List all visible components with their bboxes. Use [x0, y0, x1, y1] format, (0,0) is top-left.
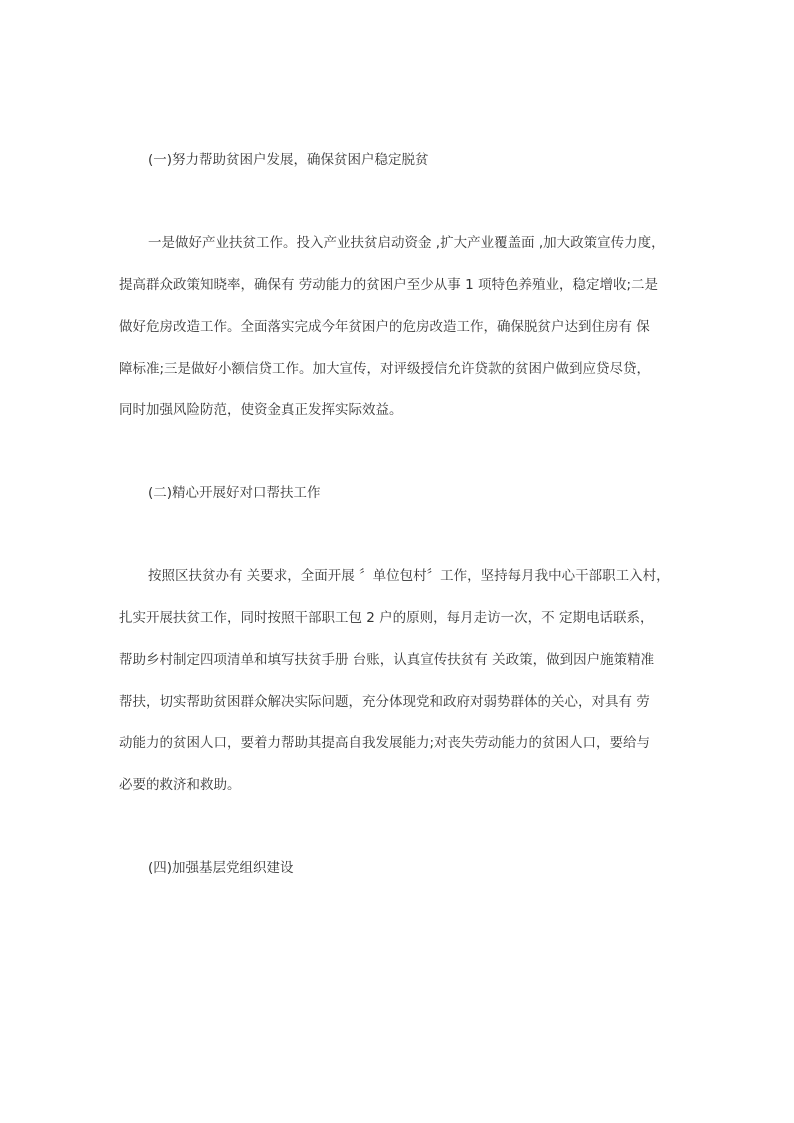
paragraph-line: 提高群众政策知晓率，确保有 劳动能力的贫困户至少从事 1 项特色养殖业，稳定增收;二是: [119, 277, 659, 293]
paragraph-line: 必要的救济和救助。: [119, 777, 241, 793]
paragraph-line: 做好危房改造工作。全面落实完成今年贫困户的危房改造工作，确保脱贫户达到住房有 保: [119, 319, 650, 335]
section-heading-1: (一)努力帮助贫困户发展，确保贫困户稳定脱贫: [148, 152, 429, 168]
paragraph-line: 同时加强风险防范，使资金真正发挥实际效益。: [119, 402, 403, 418]
paragraph-line: 一是做好产业扶贫工作。投入产业扶贫启动资金 ,扩大产业覆盖面 ,加大政策宣传力度，: [148, 235, 665, 251]
paragraph-line: 帮助乡村制定四项清单和填写扶贫手册 台账，认真宣传扶贫有 关政策，做到因户施策精准: [119, 652, 655, 668]
section-heading-2: (二)精心开展好对口帮扶工作: [148, 485, 321, 501]
paragraph-line: 障标准;三是做好小额信贷工作。加大宣传，对评级授信允许贷款的贫困户做到应贷尽贷，: [119, 361, 651, 377]
paragraph-line: 按照区扶贫办有 关要求，全面开展 〞单位包村〞工作，坚持每月我中心干部职工入村，: [148, 568, 670, 584]
section-heading-3: (四)加强基层党组织建设: [148, 860, 294, 876]
paragraph-line: 动能力的贫困人口，要着力帮助其提高自我发展能力;对丧失劳动能力的贫困人口，要给与: [119, 735, 651, 751]
paragraph-line: 帮扶，切实帮助贫困群众解决实际问题，充分体现党和政府对弱势群体的关心，对具有 劳: [119, 694, 650, 710]
paragraph-line: 扎实开展扶贫工作，同时按照干部职工包 2 户的原则，每月走访一次，不 定期电话联系，: [119, 610, 654, 626]
